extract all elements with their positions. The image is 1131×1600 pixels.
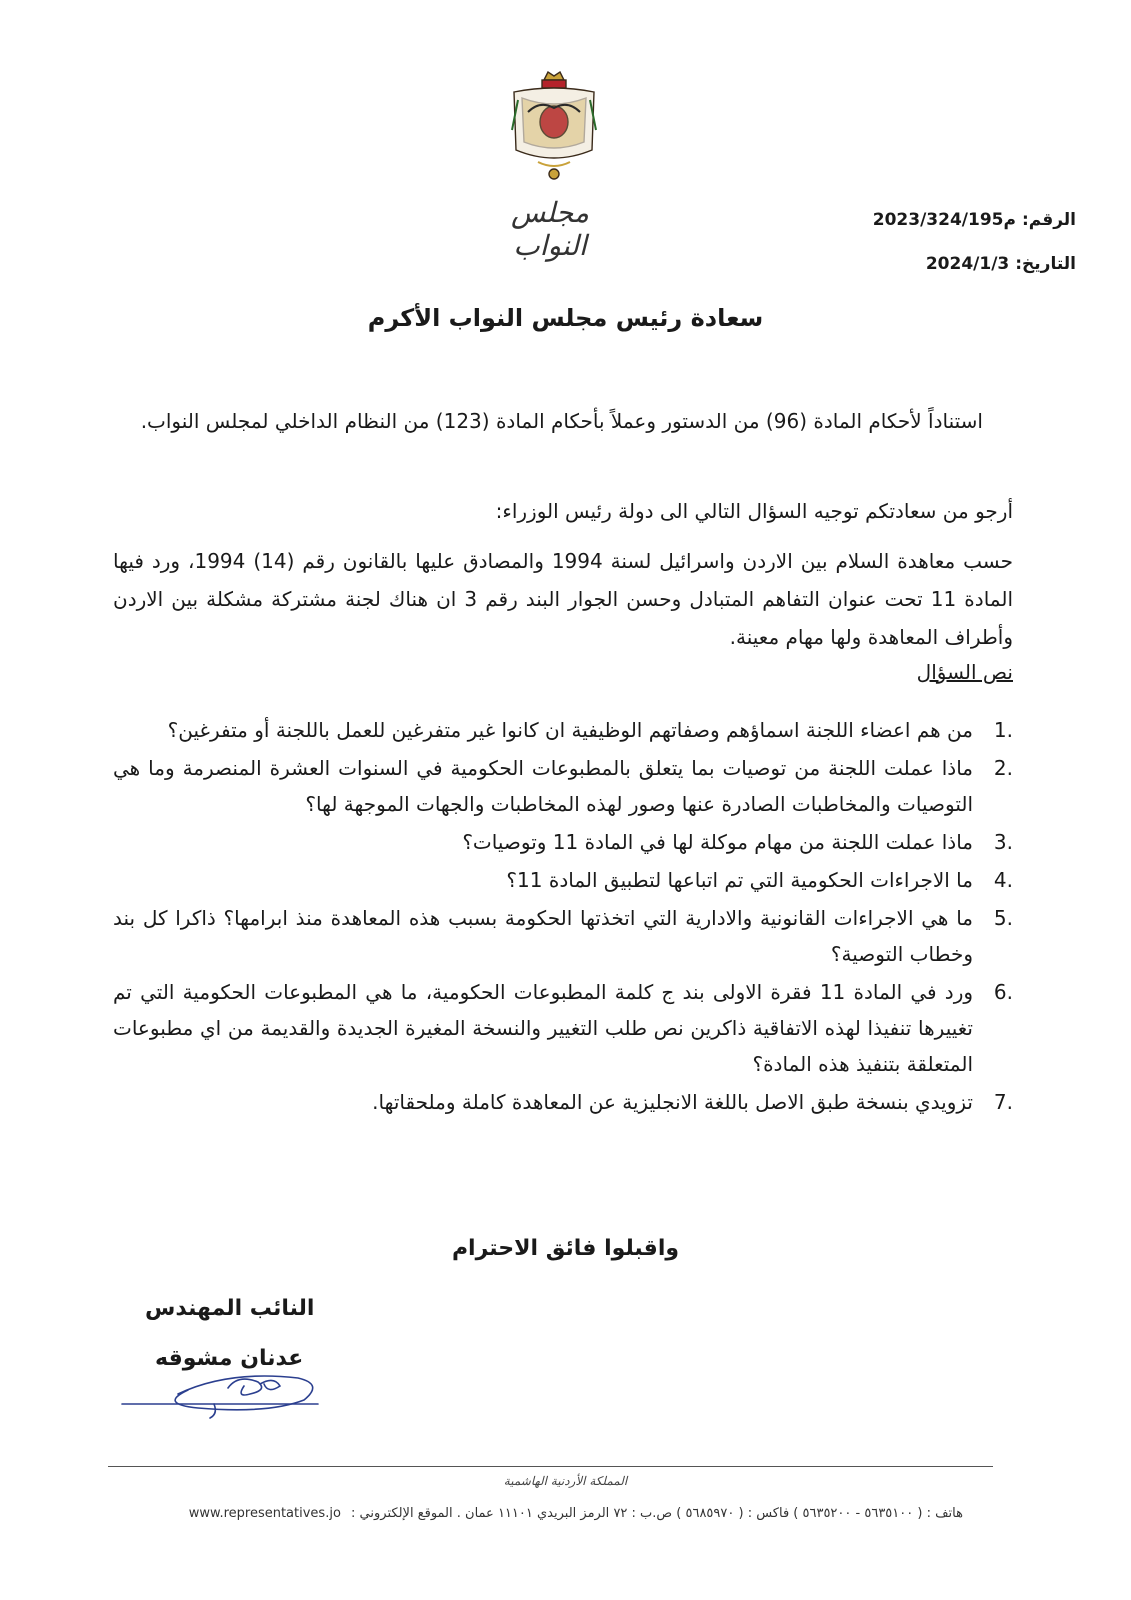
question-number: 7. bbox=[993, 1090, 1013, 1114]
letter-date bbox=[926, 254, 1076, 274]
signatory-title: النائب المهندس bbox=[145, 1296, 315, 1321]
addressee-heading: سعادة رئيس مجلس النواب الأكرم bbox=[367, 304, 764, 332]
question-text: ما الاجراءات الحكومية التي تم اتباعها لتطبيق المادة 11؟ bbox=[506, 868, 973, 892]
body-paragraph-request: أرجو من سعادتكم توجيه السؤال التالي الى دولة رئيس الوزراء: bbox=[495, 499, 1013, 523]
reference-number bbox=[873, 210, 1076, 230]
question-number: 4. bbox=[993, 868, 1013, 892]
body-paragraph-legal-basis: استناداً لأحكام المادة (96) من الدستور وعملاً بأحكام المادة (123) من النظام الداخلي لمجلس النواب. bbox=[140, 409, 983, 433]
question-item bbox=[113, 974, 1013, 1082]
footer-contact-text: هاتف : ( ٥٦٣٥١٠٠ - ٥٦٣٥٢٠٠ ) فاكس : ( ٥٦٨٥٩٧٠ ) ص.ب : ٧٢ الرمز البريدي ١١١٠١ عمان . الموقع الإلكتروني : bbox=[351, 1506, 963, 1521]
question-number: 3. bbox=[993, 830, 1013, 854]
question-item bbox=[113, 712, 1013, 748]
question-text: تزويدي بنسخة طبق الاصل باللغة الانجليزية عن المعاهدة كاملة وملحقاتها. bbox=[372, 1090, 973, 1114]
question-number: 2. bbox=[993, 756, 1013, 780]
question-item bbox=[113, 750, 1013, 822]
handwritten-signature-icon bbox=[118, 1360, 328, 1420]
question-number: 5. bbox=[993, 906, 1013, 930]
question-item bbox=[113, 900, 1013, 972]
signatory-name: عدنان مشوقه bbox=[155, 1346, 304, 1371]
question-item bbox=[113, 1084, 1013, 1120]
questions-heading: نص السؤال bbox=[916, 660, 1013, 684]
footer-divider bbox=[108, 1466, 993, 1467]
question-item bbox=[113, 824, 1013, 860]
question-text: ماذا عملت اللجنة من توصيات بما يتعلق بالمطبوعات الحكومية في السنوات العشرة المنصرمة وما هي التوصيات والمخاطبات الصادرة عنها وصور لهذه المخاطبات والجهات الموجهة لها؟ bbox=[113, 756, 973, 816]
question-text: ماذا عملت اللجنة من مهام موكلة لها في المادة 11 وتوصيات؟ bbox=[462, 830, 973, 854]
question-text: ورد في المادة 11 فقرة الاولى بند ج كلمة المطبوعات الحكومية، ما هي المطبوعات الحكومية التي تم تغييرها تنفيذا لهذه الاتفاقية ذاكرين نص طلب التغيير والنسخة المغيرة الجديدة والقديمة من اي مطبوعات المتعلقة بتنفيذ هذه المادة؟ bbox=[113, 980, 974, 1076]
questions-list bbox=[113, 712, 1013, 1122]
closing-salutation: واقبلوا فائق الاحترام bbox=[451, 1236, 680, 1261]
reference-label: الرقم: bbox=[1021, 210, 1076, 230]
footer-contact-info bbox=[189, 1506, 963, 1521]
royal-emblem-icon bbox=[508, 70, 600, 182]
body-paragraph-context: حسب معاهدة السلام بين الاردن واسرائيل لسنة 1994 والمصادق عليها بالقانون رقم (14) 1994، ورد فيها المادة 11 تحت عنوان التفاهم المتبادل وحسن الجوار البند رقم 3 ان هناك لجنة مشتركة مشكلة بين الاردن وأطراف المعاهدة ولها مهام معينة. bbox=[113, 549, 1013, 649]
question-number: 1. bbox=[993, 718, 1013, 742]
question-text: ما هي الاجراءات القانونية والادارية التي اتخذتها الحكومة بسبب هذه المعاهدة منذ ابرامها؟ ذاكرا كل بند وخطاب التوصية؟ bbox=[113, 906, 973, 966]
footer-website-link[interactable]: www.representatives.jo bbox=[188, 1506, 341, 1521]
question-number: 6. bbox=[993, 980, 1013, 1004]
reference-value: م2023/324/195 bbox=[872, 210, 1016, 230]
council-name-logotype: مجلس النواب bbox=[510, 196, 590, 262]
question-item bbox=[113, 862, 1013, 898]
footer-kingdom-name: المملكة الأردنية الهاشمية bbox=[503, 1474, 628, 1488]
date-value: 2024/1/3 bbox=[925, 254, 1010, 274]
date-label: التاريخ: bbox=[1015, 254, 1076, 274]
question-text: من هم اعضاء اللجنة اسماؤهم وصفاتهم الوظيفية ان كانوا غير متفرغين للعمل باللجنة أو متفرغين؟ bbox=[167, 718, 973, 742]
